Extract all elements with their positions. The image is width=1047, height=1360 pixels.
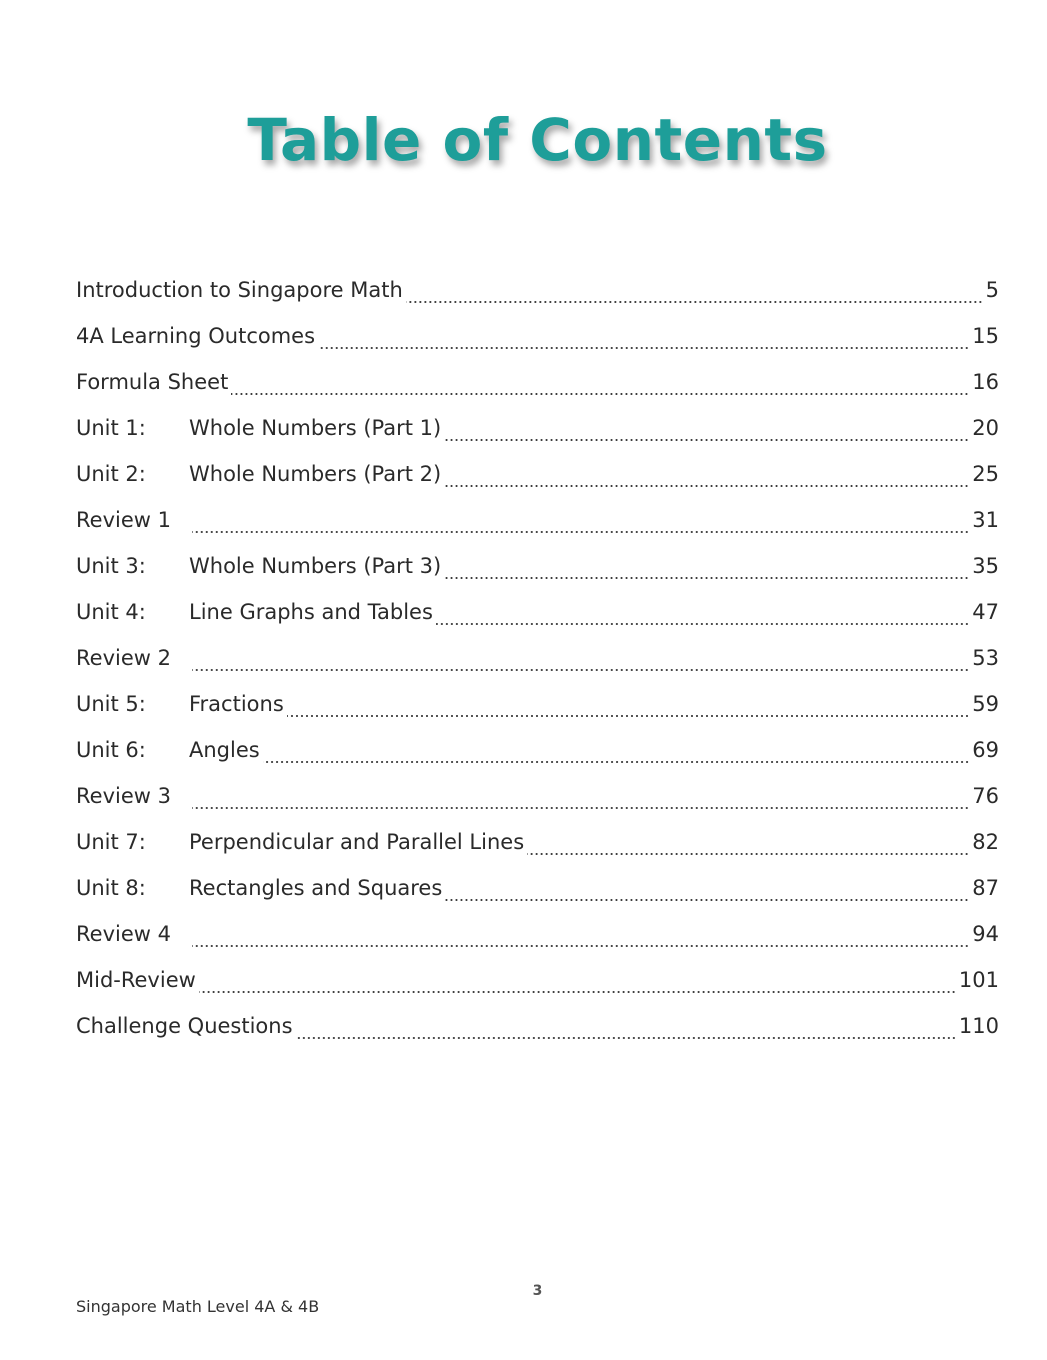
toc-entry-label	[76, 684, 284, 724]
dot-leader	[192, 531, 969, 533]
dot-leader	[192, 807, 969, 809]
toc-entry-title: Fractions	[189, 692, 284, 716]
toc-entry-prefix: Review 3	[76, 784, 171, 808]
dot-leader	[444, 577, 969, 579]
toc-entry-page: 87	[972, 876, 999, 900]
toc-entry[interactable]	[76, 408, 999, 454]
dot-leader	[263, 761, 970, 763]
toc-entry[interactable]	[76, 316, 999, 362]
toc-entry[interactable]	[76, 868, 999, 914]
toc-entry[interactable]	[76, 454, 999, 500]
toc-entry[interactable]	[76, 822, 999, 868]
dot-leader	[192, 669, 969, 671]
toc-entry-title: Whole Numbers (Part 3)	[189, 554, 442, 578]
toc-entry-prefix: Unit 6:	[76, 738, 146, 762]
toc-entry-title: Angles	[189, 738, 260, 762]
dot-leader	[231, 393, 969, 395]
toc-entry-title: Formula Sheet	[76, 370, 229, 394]
toc-entry[interactable]	[76, 684, 999, 730]
toc-entry-prefix: Unit 2:	[76, 462, 146, 486]
toc-entry-label	[76, 408, 441, 448]
toc-entry[interactable]	[76, 914, 999, 960]
toc-entry-label	[76, 270, 403, 310]
footer-text: Singapore Math Level 4A & 4B	[76, 1297, 320, 1316]
toc-entry-label	[76, 1006, 293, 1046]
toc-entry-page: 31	[972, 508, 999, 532]
toc-entry-title: Whole Numbers (Part 1)	[189, 416, 442, 440]
dot-leader	[444, 439, 969, 441]
toc-entry-page: 35	[972, 554, 999, 578]
toc-entry-title: 4A Learning Outcomes	[76, 324, 316, 348]
toc-entry-page: 94	[972, 922, 999, 946]
dot-leader	[192, 945, 969, 947]
toc-entry-page: 59	[972, 692, 999, 716]
toc-entry-label	[76, 592, 433, 632]
toc-entry[interactable]	[76, 270, 999, 316]
toc-entry-page: 25	[972, 462, 999, 486]
toc-entry-label	[76, 638, 189, 678]
toc-entry-page: 82	[972, 830, 999, 854]
toc-entry-prefix: Review 2	[76, 646, 171, 670]
toc-entry-title: Introduction to Singapore Math	[76, 278, 403, 302]
toc-entry-label	[76, 960, 196, 1000]
toc-entry[interactable]	[76, 1006, 999, 1052]
toc-entry-title: Whole Numbers (Part 2)	[189, 462, 442, 486]
toc-entry[interactable]	[76, 546, 999, 592]
toc-entry-label	[76, 316, 315, 356]
toc-entry-label	[76, 776, 189, 816]
toc-entry-prefix: Review 1	[76, 508, 171, 532]
toc-entry-prefix: Unit 4:	[76, 600, 146, 624]
toc-entry-prefix: Unit 5:	[76, 692, 146, 716]
toc-entry-title: Rectangles and Squares	[189, 876, 443, 900]
toc-entry-prefix: Unit 3:	[76, 554, 146, 578]
toc-entry-label	[76, 454, 441, 494]
toc-entry-label	[76, 546, 441, 586]
toc-entry[interactable]	[76, 776, 999, 822]
toc-entry-page: 16	[972, 370, 999, 394]
toc-entry-prefix: Unit 8:	[76, 876, 146, 900]
toc-entry[interactable]	[76, 592, 999, 638]
toc-entry-title: Mid-Review	[76, 968, 196, 992]
toc-entry-label	[76, 868, 442, 908]
toc-entry-page: 101	[958, 968, 999, 992]
toc-entry-label	[76, 914, 189, 954]
dot-leader	[445, 899, 969, 901]
toc-entry-page: 15	[972, 324, 999, 348]
toc-entry-page: 69	[972, 738, 999, 762]
toc-entry-page: 47	[972, 600, 999, 624]
toc-entry-page: 110	[958, 1014, 999, 1038]
toc-entry[interactable]	[76, 638, 999, 684]
toc-entry-page: 53	[972, 646, 999, 670]
toc-entry[interactable]	[76, 960, 999, 1006]
toc-entry-prefix: Unit 1:	[76, 416, 146, 440]
toc-entry-title: Challenge Questions	[76, 1014, 293, 1038]
toc-entry-label	[76, 730, 260, 770]
toc-entry-label	[76, 822, 524, 862]
toc-entry-label	[76, 362, 228, 402]
toc-entry-title: Line Graphs and Tables	[189, 600, 433, 624]
dot-leader	[296, 1037, 956, 1039]
page-number: 3	[532, 1283, 543, 1299]
toc-entry[interactable]	[76, 500, 999, 546]
toc-entry[interactable]	[76, 362, 999, 408]
toc-entry-title: Perpendicular and Parallel Lines	[189, 830, 525, 854]
table-of-contents	[76, 270, 999, 1052]
toc-entry-page: 76	[972, 784, 999, 808]
dot-leader	[436, 623, 969, 625]
dot-leader	[199, 991, 956, 993]
toc-entry-label	[76, 500, 189, 540]
toc-entry-page: 5	[985, 278, 999, 302]
toc-entry-prefix: Review 4	[76, 922, 171, 946]
dot-leader	[527, 853, 969, 855]
dot-leader	[318, 347, 969, 349]
toc-entry-prefix: Unit 7:	[76, 830, 146, 854]
dot-leader	[444, 485, 969, 487]
dot-leader	[287, 715, 969, 717]
dot-leader	[406, 301, 983, 303]
page-title: Table of Contents	[247, 106, 828, 174]
toc-entry-page: 20	[972, 416, 999, 440]
toc-entry[interactable]	[76, 730, 999, 776]
